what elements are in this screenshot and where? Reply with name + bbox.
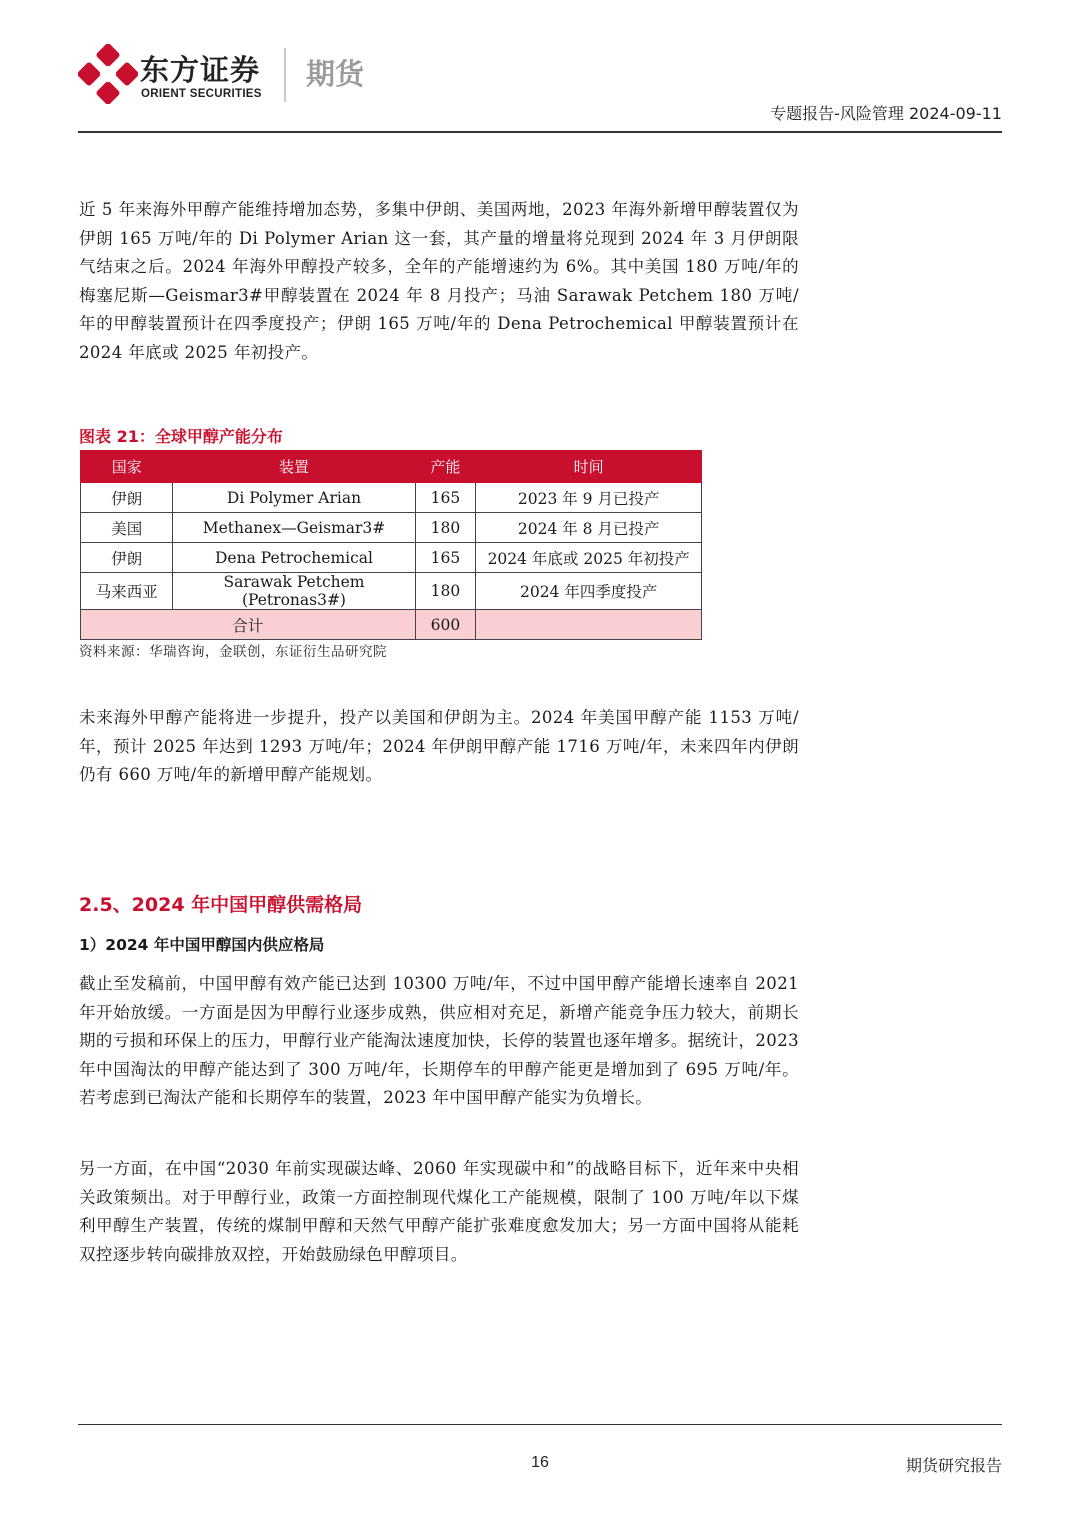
paragraph-china-capacity: 截止至发稿前，中国甲醇有效产能已达到 10300 万吨/年，不过中国甲醇产能增长速率自 2021 年开始放缓。一方面是因为甲醇行业逐步成熟，供应相对充足，新增产能竞争压力较大，前期长期的亏损和环保上的压力，甲醇行业产能淘汰速度加快，长停的装置也逐年增多。据统计，2023 年中国淘汰的甲醇产能达到了 300 万吨/年，长期停车的甲醇产能更是增加到了 695 万吨/年。若考虑到已淘汰产能和长期停车的装置，2023 年中国甲醇产能实为负增长。 bbox=[79, 974, 799, 1107]
report-type-date: 专题报告-风险管理 2024-09-11 bbox=[770, 104, 1002, 123]
capacity-table bbox=[80, 450, 702, 640]
footer-divider bbox=[78, 1424, 1002, 1425]
paragraph-overseas-capacity: 近 5 年来海外甲醇产能维持增加态势，多集中伊朗、美国两地，2023 年海外新增甲醇装置仅为伊朗 165 万吨/年的 Di Polymer Arian 这一套，其产量的增量将兑现到 2024 年 3 月伊朗限气结束之后。2024 年海外甲醇投产较多，全年的产能增速约为 6%。其中美国 180 万吨/年的梅塞尼斯—Geismar3#甲醇装置在 2024 年 8 月投产；马油 Sarawak Petchem 180 万吨/年的甲醇装置预计在四季度投产；伊朗 165 万吨/年的 Dena Petrochemical 甲醇装置预计在 2024 年底或 2025 年初投产。 bbox=[79, 200, 799, 362]
table-header-row bbox=[81, 451, 702, 483]
figure-title: 图表 21：全球甲醇产能分布 bbox=[79, 427, 283, 446]
header-time: 时间 bbox=[476, 451, 702, 483]
section-title: 2.5、2024 年中国甲醇供需格局 bbox=[79, 894, 363, 916]
table-row bbox=[81, 513, 702, 543]
total-label: 合计 bbox=[81, 610, 416, 640]
header-divider bbox=[78, 131, 1002, 133]
brand-name-en: ORIENT SECURITIES bbox=[141, 88, 262, 100]
cell-capacity: 165 bbox=[415, 543, 476, 573]
cell-time: 2024 年 8 月已投产 bbox=[476, 513, 702, 543]
paragraph-china-policy: 另一方面，在中国“2030 年前实现碳达峰、2060 年实现碳中和”的战略目标下，近年来中央相关政策频出。对于甲醇行业，政策一方面控制现代煤化工产能规模，限制了 100 万吨/年以下煤利甲醇生产装置，传统的煤制甲醇和天然气甲醇产能扩张难度愈发加大；另一方面中国将从能耗双控逐步转向碳排放双控，开始鼓励绿色甲醇项目。 bbox=[79, 1159, 799, 1264]
cell-country: 伊朗 bbox=[81, 543, 173, 573]
header-country: 国家 bbox=[81, 451, 173, 483]
table-row bbox=[81, 483, 702, 513]
cell-country: 伊朗 bbox=[81, 483, 173, 513]
cell-plant: Dena Petrochemical bbox=[173, 543, 415, 573]
orient-securities-logo-icon bbox=[78, 44, 138, 104]
paragraph-future-capacity: 未来海外甲醇产能将进一步提升，投产以美国和伊朗为主。2024 年美国甲醇产能 1153 万吨/年，预计 2025 年达到 1293 万吨/年；2024 年伊朗甲醇产能 1716 万吨/年，未来四年内伊朗仍有 660 万吨/年的新增甲醇产能规划。 bbox=[79, 708, 799, 784]
total-time bbox=[476, 610, 702, 640]
brand-subtitle: 期货 bbox=[306, 57, 365, 91]
table-total-row bbox=[81, 610, 702, 640]
cell-capacity: 180 bbox=[415, 513, 476, 543]
cell-time: 2024 年四季度投产 bbox=[476, 573, 702, 610]
brand-name-cn: 东方证券 bbox=[140, 53, 261, 87]
cell-plant: Sarawak Petchem (Petronas3#) bbox=[173, 573, 415, 610]
cell-country: 马来西亚 bbox=[81, 573, 173, 610]
cell-plant: Di Polymer Arian bbox=[173, 483, 415, 513]
table-row bbox=[81, 543, 702, 573]
header-capacity: 产能 bbox=[415, 451, 476, 483]
cell-time: 2024 年底或 2025 年初投产 bbox=[476, 543, 702, 573]
footer-report-label: 期货研究报告 bbox=[905, 1456, 1002, 1475]
cell-capacity: 165 bbox=[415, 483, 476, 513]
cell-capacity: 180 bbox=[415, 573, 476, 610]
cell-country: 美国 bbox=[81, 513, 173, 543]
brand-divider bbox=[284, 48, 286, 102]
cell-plant: Methanex—Geismar3# bbox=[173, 513, 415, 543]
page-number: 16 bbox=[531, 1454, 549, 1471]
header-plant: 装置 bbox=[173, 451, 415, 483]
figure-source: 资料来源：华瑞咨询，金联创，东证衍生品研究院 bbox=[79, 644, 387, 660]
total-value: 600 bbox=[415, 610, 476, 640]
subsection-title: 1）2024 年中国甲醇国内供应格局 bbox=[79, 936, 325, 954]
table-row bbox=[81, 573, 702, 610]
cell-time: 2023 年 9 月已投产 bbox=[476, 483, 702, 513]
